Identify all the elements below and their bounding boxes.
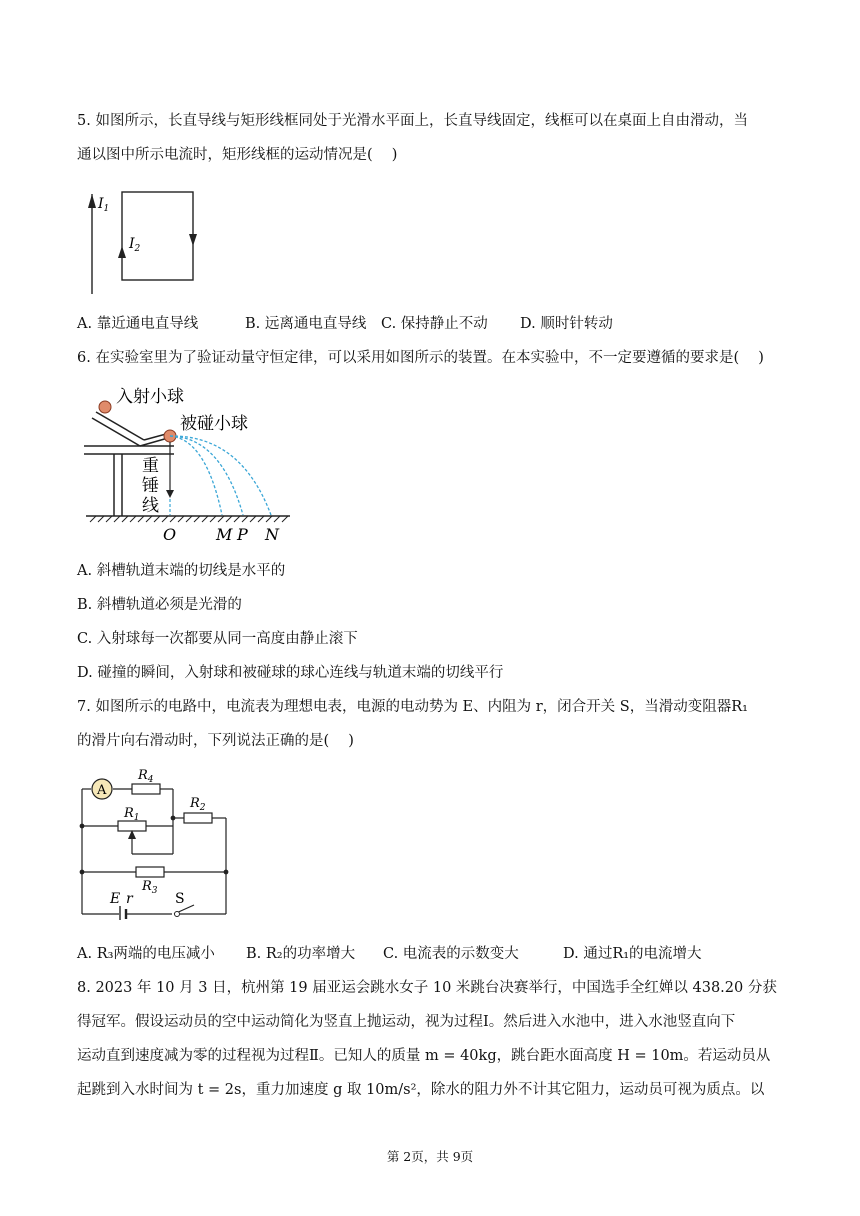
plumb-line-label-2: 锤 — [142, 476, 159, 496]
point-m-label: M — [216, 525, 233, 544]
q6-option-c: C. 入射球每一次都要从同一高度由静止滚下 — [77, 631, 358, 647]
svg-text:R2: $R_2$ — [190, 796, 206, 813]
q6-option-b: B. 斜槽轨道必须是光滑的 — [77, 597, 242, 613]
q6-option-d: D. 碰撞的瞬间，入射球和被碰球的球心连线与轨道末端的切线平行 — [77, 665, 504, 681]
plumb-line-label-3: 线 — [142, 496, 159, 516]
q7-option-b: B. R₂的功率增大 — [246, 946, 356, 962]
q7-stem-line-2: 的滑片向右滑动时，下列说法正确的是( ) — [77, 733, 354, 749]
q6-stem-line-1: 6. 在实验室里为了验证动量守恒定律，可以采用如图所示的装置。在本实验中，不一定要遵循的要求是( ) — [77, 350, 764, 366]
q8-stem-line-1: 8. 2023 年 10 月 3 日，杭州第 19 届亚运会跳水女子 10 米跳台决赛举行，中国选手全红婵以 438.20 分获 — [77, 980, 777, 996]
point-p-label: P — [237, 525, 248, 544]
svg-text:R4: $R_4$ — [138, 768, 154, 785]
q5-figure — [76, 186, 216, 298]
r4-label: R — [138, 768, 148, 783]
q8-stem-line-3: 运动直到速度减为零的过程视为过程Ⅱ。已知人的质量 m = 40kg，跳台距水面高度 H = 10m。若运动员从 — [77, 1048, 771, 1064]
point-o-label: O — [163, 525, 177, 544]
q8-stem-line-4: 起跳到入水时间为 t = 2s，重力加速度 g 取 10m/s²，除水的阻力外不计其它阻力，运动员可视为质点。以 — [77, 1082, 765, 1098]
ammeter-label: A — [97, 783, 107, 798]
svg-text:R3: $R_3$ — [142, 879, 158, 896]
r3-label: R — [142, 879, 152, 894]
q5-option-c: C. 保持静止不动 — [381, 316, 488, 332]
i1-label: I — [98, 196, 104, 212]
r2-label: R — [190, 796, 200, 811]
svg-text:I1: $I_1$ — [98, 196, 110, 214]
point-n-label: N — [265, 525, 279, 544]
q6-option-a: A. 斜槽轨道末端的切线是水平的 — [77, 563, 286, 579]
q8-stem-line-2: 得冠军。假设运动员的空中运动简化为竖直上抛运动，视为过程Ⅰ。然后进入水池中，进入水池竖直向下 — [77, 1014, 736, 1030]
q7-stem-line-1: 7. 如图所示的电路中，电流表为理想电表，电源的电动势为 E、内阻为 r，闭合开关 S，当滑动变阻器R₁ — [77, 699, 748, 715]
i2-label: I — [129, 236, 135, 252]
r1-label: R — [124, 806, 134, 821]
incident-ball-label: 入射小球 — [116, 387, 184, 407]
svg-text:I2: $I_2$ — [129, 236, 141, 254]
q5-option-a: A. 靠近通电直导线 — [77, 316, 199, 332]
q5-stem-line-1: 5. 如图所示，长直导线与矩形线框同处于光滑水平面上，长直导线固定，线框可以在桌面上自由滑动，当 — [77, 113, 748, 129]
q5-option-b: B. 远离通电直导线 — [245, 316, 367, 332]
q7-option-d: D. 通过R₁的电流增大 — [563, 946, 702, 962]
emf-label: E — [110, 891, 121, 907]
switch-label: S — [175, 891, 185, 907]
q5-stem-line-2: 通以图中所示电流时，矩形线框的运动情况是( ) — [77, 147, 398, 163]
q7-option-a: A. R₃两端的电压减小 — [77, 946, 215, 962]
q7-circuit-figure — [76, 764, 236, 920]
page-footer: 第 2页，共 9页 — [386, 1149, 474, 1164]
target-ball-label: 被碰小球 — [180, 414, 248, 434]
q6-figure — [76, 384, 296, 546]
q7-option-c: C. 电流表的示数变大 — [383, 946, 519, 962]
internal-resistance-label: r — [126, 891, 133, 907]
svg-text:R1: $R_1$ — [124, 806, 140, 823]
plumb-line-label-1: 重 — [142, 456, 159, 476]
q5-option-d: D. 顺时针转动 — [520, 316, 613, 332]
